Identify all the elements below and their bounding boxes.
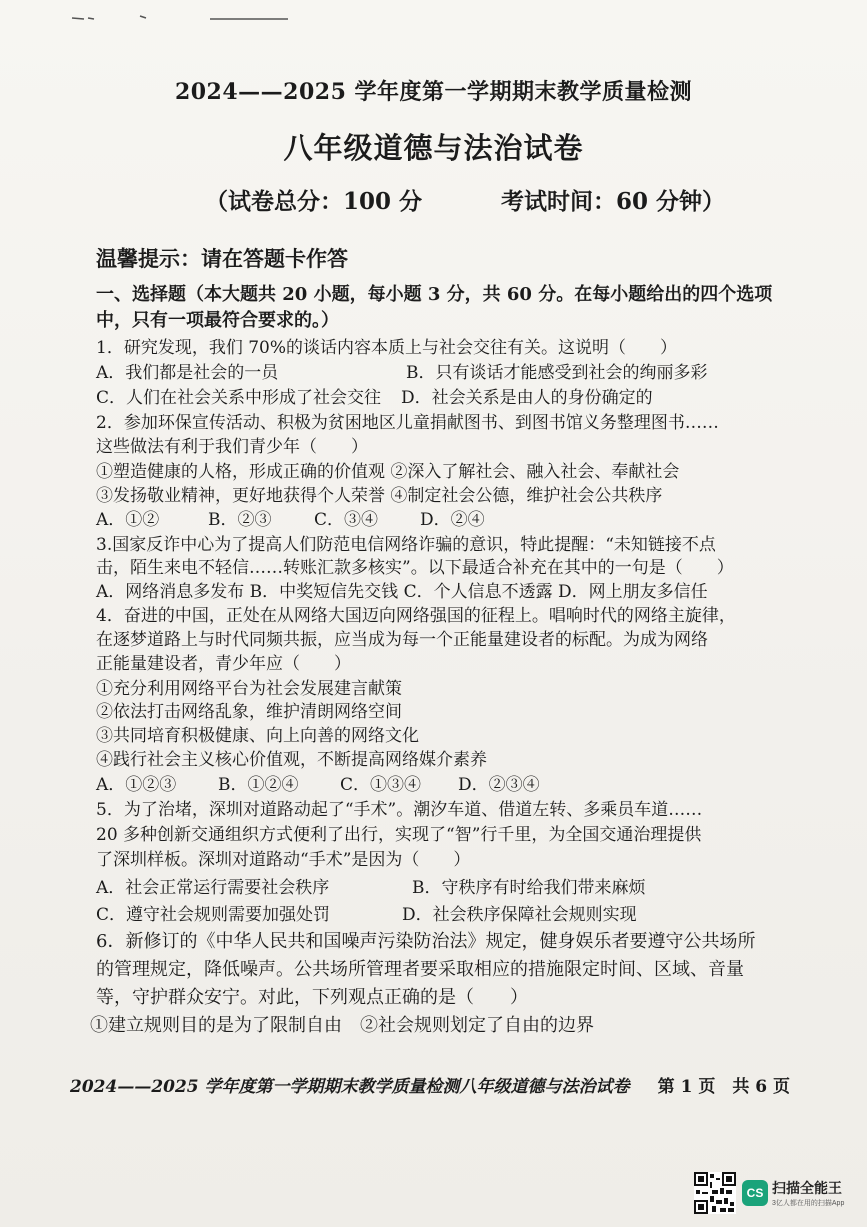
exam-title-subject: 八年级道德与法治试卷 [283,131,584,165]
q2-option-c: C．③④ [314,510,379,530]
question-6-stem-cont: 的管理规定，降低噪声。公共场所管理者要采取相应的措施限定时间、区域、音量 [96,959,744,980]
q2-statement-2: ③发扬敬业精神，更好地获得个人荣誉 ④制定社会公德，维护社会公共秩序 [96,486,663,506]
q4-option-a: A．①②③ [96,775,177,795]
question-1-options-cd [96,386,796,410]
question-5-stem-cont-2: 了深圳样板。深圳对道路动“手术”是因为（ ） [96,850,471,870]
section-intro-cont: 中，只有一项最符合要求的。） [96,310,339,331]
question-5-options-ab [96,876,796,900]
exam-time: 考试时间：60 分钟） [500,188,725,215]
question-2-stem-cont: 这些做法有利于我们青少年（ ） [96,437,368,457]
q4-option-c: C．①③④ [340,775,422,795]
q1-option-a: A．我们都是社会的一员 [96,363,279,383]
total-score: （试卷总分：100 分 [205,188,423,215]
footer-title: 2024——2025 学年度第一学期期末教学质量检测八年级道德与法治试卷 [70,1077,630,1097]
question-4-options [96,773,796,797]
camscanner-text [772,1178,844,1208]
q5-option-a: A．社会正常运行需要社会秩序 [96,878,330,898]
q4-statement-3: ③共同培育积极健康、向上向善的网络文化 [96,726,419,746]
question-3-stem-cont: 击，陌生来电不轻信……转账汇款多核实”。以下最适合补充在其中的一句是（ ） [96,558,734,578]
question-3-stem: 3.国家反诈中心为了提高人们防范电信网络诈骗的意识，特此提醒：“未知链接不点 [96,535,716,555]
question-1-options-ab [96,361,796,385]
scan-artifact-marks [70,10,290,24]
scanner-watermark [694,1168,854,1218]
question-3-options: A．网络消息多发布 B．中奖短信先交钱 C．个人信息不透露 D．网上朋友多信任 [96,582,708,602]
page-number: 第 1 页 共 6 页 [657,1077,790,1097]
q4-option-d: D．②③④ [458,775,540,795]
q2-statement-1: ①塑造健康的人格，形成正确的价值观 ②深入了解社会、融入社会、奉献社会 [96,462,680,482]
page-footer [70,1072,790,1097]
q4-statement-4: ④践行社会主义核心价值观，不断提高网络媒介素养 [96,750,487,770]
question-1-stem: 1．研究发现，我们 70%的谈话内容本质上与社会交往有关。这说明（ ） [96,338,678,358]
camscanner-logo: CS [742,1180,768,1206]
question-5-stem-cont: 20 多种创新交通组织方式便利了出行，实现了“智”行千里，为全国交通治理提供 [96,825,702,845]
q4-statement-1: ①充分利用网络平台为社会发展建言献策 [96,679,402,699]
q1-option-d: D．社会关系是由人的身份确定的 [401,388,653,408]
camscanner-name: 扫描全能王 [772,1180,842,1196]
question-5-stem: 5．为了治堵，深圳对道路动起了“手术”。潮汐车道、借道左转、多乘员车道…… [96,800,703,820]
question-6-stem: 6．新修订的《中华人民共和国噪声污染防治法》规定，健身娱乐者要遵守公共场所 [96,931,756,952]
q5-option-d: D．社会秩序保障社会规则实现 [402,905,637,925]
q1-option-b: B．只有谈话才能感受到社会的绚丽多彩 [406,363,708,383]
q2-option-d: D．②④ [420,510,485,530]
question-2-stem: 2．参加环保宣传活动、积极为贫困地区儿童捐献图书、到图书馆义务整理图书…… [96,413,719,433]
question-6-stem-cont-2: 等，守护群众安宁。对此，下列观点正确的是（ ） [96,987,528,1008]
question-4-stem-cont-2: 正能量建设者，青少年应（ ） [96,654,351,674]
question-5-options-cd [96,903,796,927]
question-2-options [96,508,796,532]
question-4-stem: 4．奋进的中国，正处在从网络大国迈向网络强国的征程上。唱响时代的网络主旋律， [96,606,736,626]
q4-option-b: B．①②④ [218,775,299,795]
q2-option-a: A．①② [96,510,160,530]
q6-statement-1-2: ①建立规则目的是为了限制自由 ②社会规则划定了自由的边界 [90,1015,594,1036]
qr-code-icon [694,1172,736,1214]
q2-option-b: B．②③ [208,510,272,530]
q5-option-b: B．守秩序有时给我们带来麻烦 [412,878,646,898]
q5-option-c: C．遵守社会规则需要加强处罚 [96,905,331,925]
reminder: 温馨提示：请在答题卡作答 [96,246,348,271]
q4-statement-2: ②依法打击网络乱象，维护清朗网络空间 [96,702,402,722]
camscanner-tagline: 3亿人都在用的扫描App [772,1200,845,1207]
exam-title-line1: 2024——2025 学年度第一学期期末教学质量检测 [174,79,693,105]
q1-option-c: C．人们在社会关系中形成了社会交往 [96,388,382,408]
exam-info [205,183,725,216]
question-4-stem-cont: 在逐梦道路上与时代同频共振，应当成为每一个正能量建设者的标配。为成为网络 [96,630,708,650]
section-intro: 一、选择题（本大题共 20 小题，每小题 3 分，共 60 分。在每小题给出的四个选项 [96,284,773,305]
